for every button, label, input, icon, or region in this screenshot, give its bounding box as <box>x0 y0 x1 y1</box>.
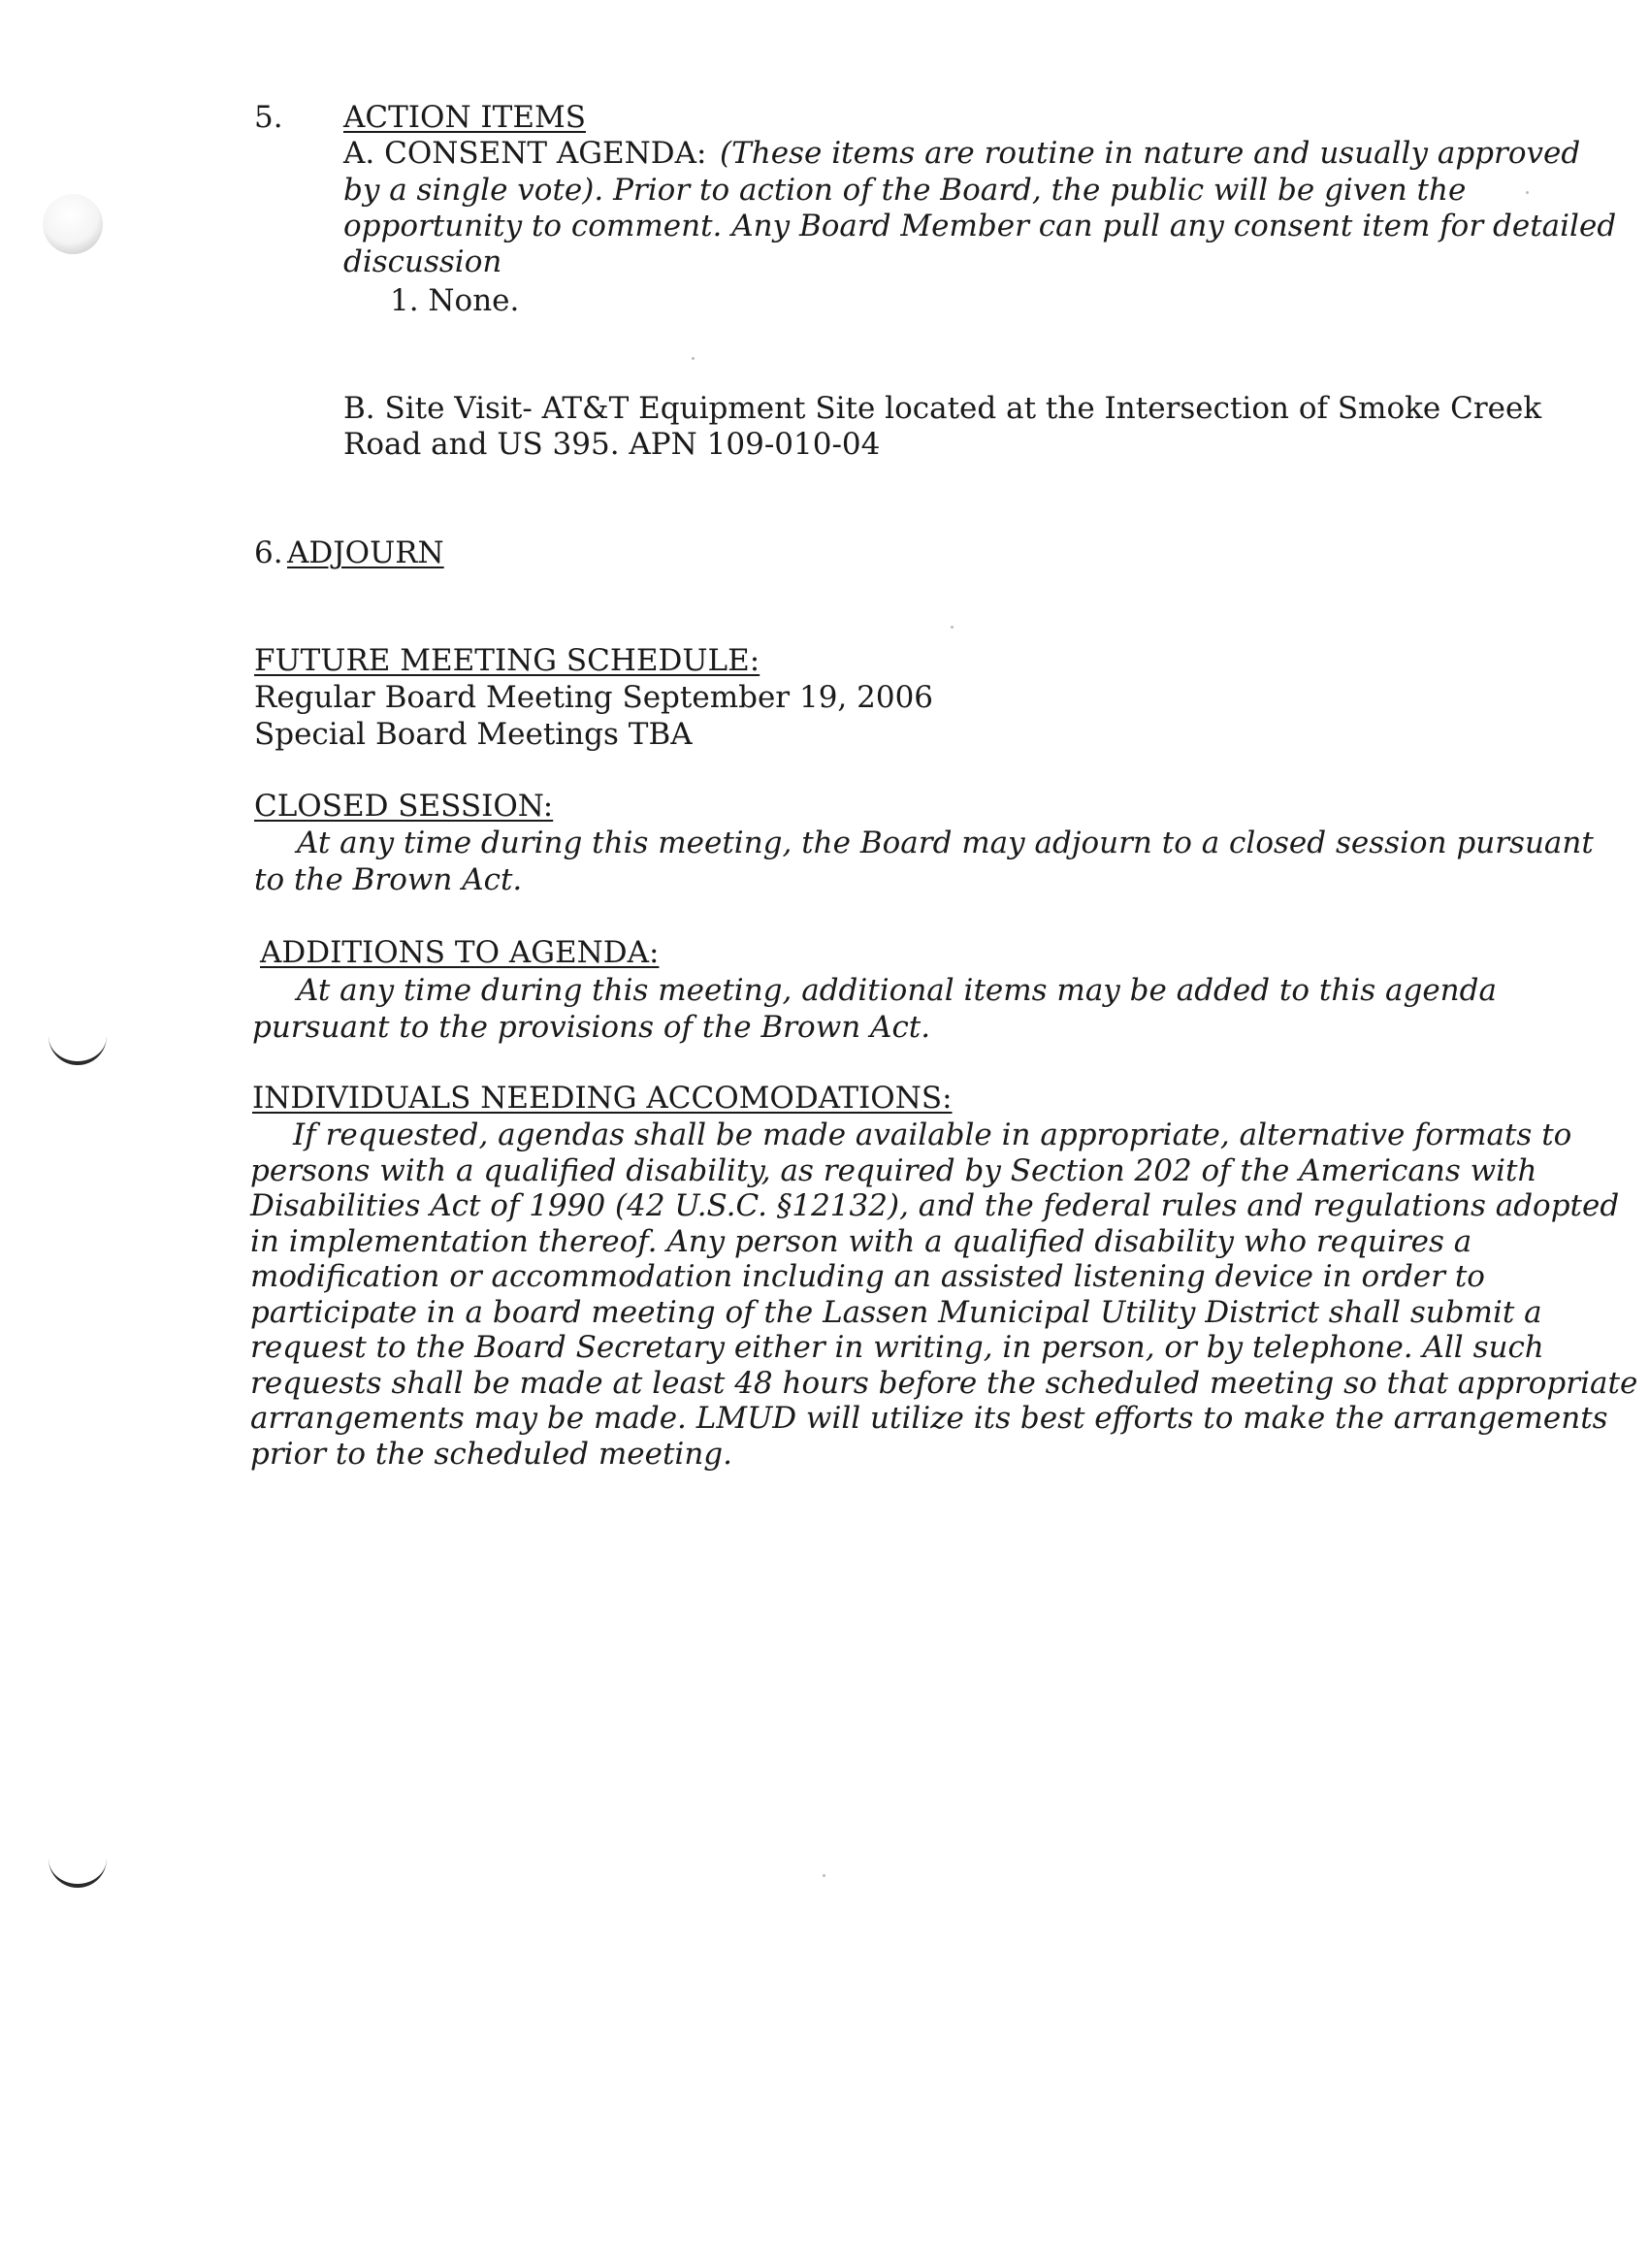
binder-hole-bottom <box>48 1855 107 1888</box>
consent-agenda-text: discussion <box>343 244 502 279</box>
future-meeting-line: Regular Board Meeting September 19, 2006 <box>254 680 934 715</box>
accommodations-line: participate in a board meeting of the Lassen Municipal Utility District shall submit a <box>250 1294 1542 1330</box>
accommodations-text <box>250 1118 1637 1472</box>
section-heading: ACTION ITEMS <box>343 100 586 135</box>
consent-item: 1. None. <box>390 283 520 318</box>
additions-text: At any time during this meeting, additional items may be added to this agenda <box>297 973 1497 1008</box>
accommodations-line: request to the Board Secretary either in writing, in person, or by telephone. All such <box>250 1330 1544 1365</box>
accommodations-line: If requested, agendas shall be made available in appropriate, alternative formats to <box>293 1118 1572 1152</box>
binder-hole-top <box>43 194 103 254</box>
accommodations-heading: INDIVIDUALS NEEDING ACCOMODATIONS: <box>252 1081 953 1116</box>
closed-session-text: At any time during this meeting, the Board may adjourn to a closed session pursuant <box>297 826 1594 860</box>
accommodations-line: requests shall be made at least 48 hours before the scheduled meeting so that appropriate <box>250 1365 1638 1401</box>
site-visit-text: Road and US 395. APN 109-010-04 <box>343 427 881 462</box>
additions-heading: ADDITIONS TO AGENDA: <box>260 935 660 970</box>
scan-speck <box>823 1874 825 1877</box>
section-heading: ADJOURN <box>287 535 444 570</box>
future-meetings-heading: FUTURE MEETING SCHEDULE: <box>254 643 760 678</box>
accommodations-line: prior to the scheduled meeting. <box>250 1436 732 1472</box>
consent-agenda-text: opportunity to comment. Any Board Member can pull any consent item for detailed <box>343 209 1617 243</box>
accommodations-line: persons with a qualified disability, as required by Section 202 of the Americans with <box>250 1152 1537 1188</box>
consent-agenda-label: A. CONSENT AGENDA: <box>343 136 707 171</box>
scan-speck <box>951 626 954 629</box>
accommodations-line: arrangements may be made. LMUD will utilize its best efforts to make the arrangements <box>250 1401 1608 1436</box>
accommodations-line: modification or accommodation including an assisted listening device in order to <box>250 1259 1485 1294</box>
section-number: 5. <box>254 100 283 135</box>
closed-session-text: to the Brown Act. <box>254 862 523 897</box>
scan-speck <box>1526 191 1529 194</box>
site-visit-text: B. Site Visit- AT&T Equipment Site located at the Intersection of Smoke Creek <box>343 391 1542 426</box>
consent-agenda-text: (These items are routine in nature and usually approved <box>720 136 1581 171</box>
consent-agenda-text: by a single vote). Prior to action of the Board, the public will be given the <box>343 173 1467 208</box>
binder-hole-middle <box>48 1032 107 1065</box>
scan-speck <box>692 357 695 360</box>
accommodations-line: Disabilities Act of 1990 (42 U.S.C. §12132), and the federal rules and regulations adopted <box>250 1188 1620 1223</box>
section-number: 6. <box>254 535 283 570</box>
closed-session-heading: CLOSED SESSION: <box>254 789 554 824</box>
future-meeting-line: Special Board Meetings TBA <box>254 717 693 752</box>
accommodations-line: in implementation thereof. Any person with a qualified disability who requires a <box>250 1223 1472 1259</box>
additions-text: pursuant to the provisions of the Brown Act. <box>252 1010 931 1045</box>
